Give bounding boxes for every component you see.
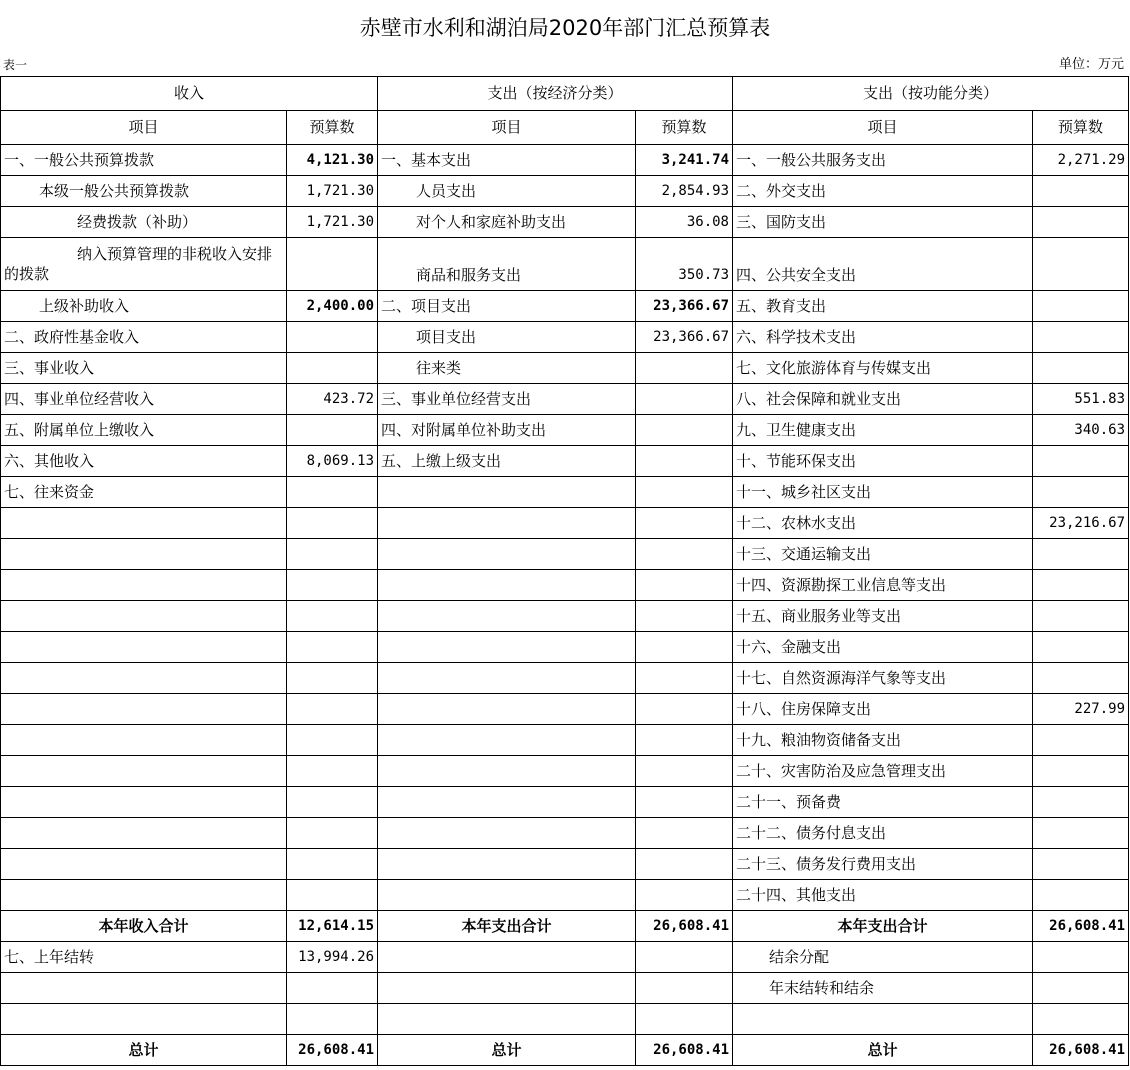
expense-func-value: [1033, 539, 1129, 570]
expense-econ-item: [378, 694, 636, 725]
expense-econ-item: 五、上缴上级支出: [378, 446, 636, 477]
income-item: [1, 849, 287, 880]
table-row: [1, 446, 1129, 477]
budget-table: [0, 76, 1129, 1066]
income-item: 本级一般公共预算拨款: [1, 176, 287, 207]
expense-econ-value: [636, 787, 733, 818]
expense-func-item: 五、教育支出: [733, 291, 1033, 322]
expense-econ-value: [636, 694, 733, 725]
income-item: 六、其他收入: [1, 446, 287, 477]
income-item: 七、往来资金: [1, 477, 287, 508]
expense-func-value: 340.63: [1033, 415, 1129, 446]
income-item: [1, 787, 287, 818]
expense-func-value: [1033, 880, 1129, 911]
income-value: 4,121.30: [287, 145, 378, 176]
table-row: [1, 477, 1129, 508]
header-expense-economic: 支出（按经济分类）: [378, 77, 733, 111]
expense-econ-item: 四、对附属单位补助支出: [378, 415, 636, 446]
expense-econ-item: [378, 880, 636, 911]
expense-func-value: 227.99: [1033, 694, 1129, 725]
expense-func-item: 十一、城乡社区支出: [733, 477, 1033, 508]
header-expense-functional: 支出（按功能分类）: [733, 77, 1129, 111]
table-row: [1, 663, 1129, 694]
table-row: [1, 911, 1129, 942]
expense-econ-value: [636, 539, 733, 570]
expense-econ-item: [378, 973, 636, 1004]
income-value: [287, 787, 378, 818]
income-value: [287, 570, 378, 601]
income-value: [287, 1004, 378, 1035]
expense-econ-value: [636, 353, 733, 384]
expense-econ-item: [378, 601, 636, 632]
table-row: [1, 601, 1129, 632]
income-item: [1, 601, 287, 632]
income-value: 8,069.13: [287, 446, 378, 477]
income-item: [1, 570, 287, 601]
income-item: 五、附属单位上缴收入: [1, 415, 287, 446]
income-value: [287, 818, 378, 849]
table-row: [1, 176, 1129, 207]
expense-func-value: [1033, 632, 1129, 663]
table-row: [1, 207, 1129, 238]
income-item: [1, 539, 287, 570]
expense-econ-item: [378, 818, 636, 849]
income-value: 1,721.30: [287, 207, 378, 238]
expense-econ-item: [378, 508, 636, 539]
expense-econ-value: [636, 601, 733, 632]
expense-func-item: [733, 1004, 1033, 1035]
income-value: [287, 415, 378, 446]
expense-func-item: 八、社会保障和就业支出: [733, 384, 1033, 415]
expense-econ-value: [636, 415, 733, 446]
expense-econ-value: [636, 942, 733, 973]
income-value: [287, 508, 378, 539]
expense-func-value: 2,271.29: [1033, 145, 1129, 176]
header-budget: 预算数: [1033, 111, 1129, 145]
income-item: [1, 694, 287, 725]
expense-econ-value: [636, 818, 733, 849]
income-item: 三、事业收入: [1, 353, 287, 384]
header-budget: 预算数: [636, 111, 733, 145]
expense-econ-item: 对个人和家庭补助支出: [378, 207, 636, 238]
expense-econ-value: [636, 1004, 733, 1035]
expense-econ-value: [636, 508, 733, 539]
income-item: 纳入预算管理的非税收入安排的拨款: [1, 238, 287, 291]
expense-econ-item: 总计: [378, 1035, 636, 1066]
expense-econ-value: [636, 849, 733, 880]
table-number: 表一: [3, 58, 28, 72]
income-value: [287, 756, 378, 787]
income-item: 四、事业单位经营收入: [1, 384, 287, 415]
expense-func-value: [1033, 446, 1129, 477]
expense-econ-item: [378, 570, 636, 601]
expense-econ-item: 本年支出合计: [378, 911, 636, 942]
table-row: [1, 880, 1129, 911]
expense-econ-value: [636, 446, 733, 477]
income-value: [287, 725, 378, 756]
income-value: [287, 632, 378, 663]
table-row: [1, 1004, 1129, 1035]
expense-func-item: 三、国防支出: [733, 207, 1033, 238]
income-value: [287, 353, 378, 384]
expense-econ-item: 商品和服务支出: [378, 238, 636, 291]
expense-func-item: 十、节能环保支出: [733, 446, 1033, 477]
income-item: 二、政府性基金收入: [1, 322, 287, 353]
header-budget: 预算数: [287, 111, 378, 145]
expense-func-value: [1033, 756, 1129, 787]
expense-func-value: [1033, 663, 1129, 694]
expense-func-value: [1033, 207, 1129, 238]
income-item: [1, 508, 287, 539]
expense-econ-item: [378, 849, 636, 880]
expense-econ-value: [636, 756, 733, 787]
expense-econ-item: [378, 756, 636, 787]
income-value: [287, 849, 378, 880]
expense-econ-value: 36.08: [636, 207, 733, 238]
expense-econ-value: 23,366.67: [636, 322, 733, 353]
income-value: [287, 694, 378, 725]
expense-func-item: 二十三、债务发行费用支出: [733, 849, 1033, 880]
expense-func-value: 26,608.41: [1033, 1035, 1129, 1066]
expense-econ-value: [636, 384, 733, 415]
expense-func-value: [1033, 291, 1129, 322]
expense-func-item: 二十二、债务付息支出: [733, 818, 1033, 849]
expense-econ-value: [636, 663, 733, 694]
expense-econ-value: 2,854.93: [636, 176, 733, 207]
income-value: [287, 477, 378, 508]
table-row: [1, 539, 1129, 570]
expense-func-value: [1033, 601, 1129, 632]
expense-econ-item: 项目支出: [378, 322, 636, 353]
expense-func-item: 九、卫生健康支出: [733, 415, 1033, 446]
table-row: [1, 570, 1129, 601]
expense-func-item: 一、一般公共服务支出: [733, 145, 1033, 176]
table-row: [1, 818, 1129, 849]
income-item: [1, 880, 287, 911]
expense-func-value: [1033, 176, 1129, 207]
table-row: [1, 849, 1129, 880]
page-title: 赤壁市水利和湖泊局2020年部门汇总预算表: [359, 16, 771, 40]
expense-func-value: 26,608.41: [1033, 911, 1129, 942]
expense-econ-item: [378, 1004, 636, 1035]
header-item: 项目: [378, 111, 636, 145]
expense-func-item: 结余分配: [733, 942, 1033, 973]
expense-func-value: [1033, 787, 1129, 818]
expense-econ-value: [636, 477, 733, 508]
expense-func-item: 二十一、预备费: [733, 787, 1033, 818]
income-item: 本年收入合计: [1, 911, 287, 942]
expense-econ-value: [636, 570, 733, 601]
expense-econ-value: 350.73: [636, 238, 733, 291]
expense-econ-item: [378, 787, 636, 818]
table-row: [1, 942, 1129, 973]
income-item: [1, 756, 287, 787]
expense-func-value: [1033, 238, 1129, 291]
table-row: [1, 973, 1129, 1004]
expense-func-value: [1033, 1004, 1129, 1035]
expense-func-value: [1033, 477, 1129, 508]
expense-func-item: 本年支出合计: [733, 911, 1033, 942]
expense-econ-item: 三、事业单位经营支出: [378, 384, 636, 415]
income-value: [287, 322, 378, 353]
income-item: 上级补助收入: [1, 291, 287, 322]
income-value: 12,614.15: [287, 911, 378, 942]
expense-econ-item: 人员支出: [378, 176, 636, 207]
header-item: 项目: [733, 111, 1033, 145]
expense-econ-item: [378, 942, 636, 973]
expense-func-value: 551.83: [1033, 384, 1129, 415]
expense-econ-value: [636, 973, 733, 1004]
income-value: 26,608.41: [287, 1035, 378, 1066]
income-item: 经费拨款（补助）: [1, 207, 287, 238]
header-income: 收入: [1, 77, 378, 111]
table-row: [1, 322, 1129, 353]
income-value: [287, 663, 378, 694]
expense-func-value: [1033, 849, 1129, 880]
expense-econ-item: [378, 539, 636, 570]
expense-func-value: [1033, 322, 1129, 353]
expense-econ-value: 3,241.74: [636, 145, 733, 176]
expense-func-item: 十三、交通运输支出: [733, 539, 1033, 570]
expense-econ-value: 26,608.41: [636, 1035, 733, 1066]
income-value: [287, 880, 378, 911]
income-value: 423.72: [287, 384, 378, 415]
table-row: [1, 238, 1129, 291]
income-value: [287, 539, 378, 570]
expense-econ-item: 往来类: [378, 353, 636, 384]
expense-econ-item: [378, 725, 636, 756]
table-row: [1, 787, 1129, 818]
expense-econ-item: 一、基本支出: [378, 145, 636, 176]
expense-func-value: [1033, 818, 1129, 849]
expense-econ-item: 二、项目支出: [378, 291, 636, 322]
expense-func-item: 年末结转和结余: [733, 973, 1033, 1004]
table-row: [1, 632, 1129, 663]
expense-econ-value: [636, 725, 733, 756]
expense-func-value: [1033, 725, 1129, 756]
expense-func-item: 总计: [733, 1035, 1033, 1066]
income-value: [287, 601, 378, 632]
expense-func-item: 十二、农林水支出: [733, 508, 1033, 539]
header-row-groups: [1, 77, 1129, 111]
expense-func-item: 六、科学技术支出: [733, 322, 1033, 353]
expense-func-value: [1033, 942, 1129, 973]
income-item: 总计: [1, 1035, 287, 1066]
income-item: [1, 725, 287, 756]
table-row: [1, 291, 1129, 322]
expense-econ-value: 23,366.67: [636, 291, 733, 322]
income-item: 七、上年结转: [1, 942, 287, 973]
table-row: [1, 415, 1129, 446]
expense-func-item: 二十、灾害防治及应急管理支出: [733, 756, 1033, 787]
table-row: [1, 756, 1129, 787]
expense-func-item: 十五、商业服务业等支出: [733, 601, 1033, 632]
table-row: [1, 145, 1129, 176]
income-value: [287, 973, 378, 1004]
income-item: 一、一般公共预算拨款: [1, 145, 287, 176]
expense-econ-value: 26,608.41: [636, 911, 733, 942]
income-value: [287, 238, 378, 291]
expense-func-value: [1033, 353, 1129, 384]
income-item: [1, 1004, 287, 1035]
header-item: 项目: [1, 111, 287, 145]
header-row-columns: [1, 111, 1129, 145]
income-value: 1,721.30: [287, 176, 378, 207]
expense-econ-value: [636, 880, 733, 911]
income-item: [1, 663, 287, 694]
expense-econ-item: [378, 632, 636, 663]
expense-func-value: 23,216.67: [1033, 508, 1129, 539]
income-value: 13,994.26: [287, 942, 378, 973]
income-item: [1, 973, 287, 1004]
unit-label: 单位：万元: [1058, 57, 1124, 72]
expense-func-value: [1033, 570, 1129, 601]
table-row: [1, 1035, 1129, 1066]
income-item: [1, 632, 287, 663]
table-row: [1, 508, 1129, 539]
expense-func-item: 二十四、其他支出: [733, 880, 1033, 911]
table-row: [1, 694, 1129, 725]
expense-func-value: [1033, 973, 1129, 1004]
income-item: [1, 818, 287, 849]
expense-econ-value: [636, 632, 733, 663]
expense-func-item: 二、外交支出: [733, 176, 1033, 207]
expense-func-item: 七、文化旅游体育与传媒支出: [733, 353, 1033, 384]
expense-func-item: 四、公共安全支出: [733, 238, 1033, 291]
table-row: [1, 725, 1129, 756]
income-value: 2,400.00: [287, 291, 378, 322]
table-row: [1, 384, 1129, 415]
expense-func-item: 十四、资源勘探工业信息等支出: [733, 570, 1033, 601]
expense-econ-item: [378, 477, 636, 508]
expense-econ-item: [378, 663, 636, 694]
expense-func-item: 十六、金融支出: [733, 632, 1033, 663]
expense-func-item: 十七、自然资源海洋气象等支出: [733, 663, 1033, 694]
table-row: [1, 353, 1129, 384]
expense-func-item: 十八、住房保障支出: [733, 694, 1033, 725]
expense-func-item: 十九、粮油物资储备支出: [733, 725, 1033, 756]
